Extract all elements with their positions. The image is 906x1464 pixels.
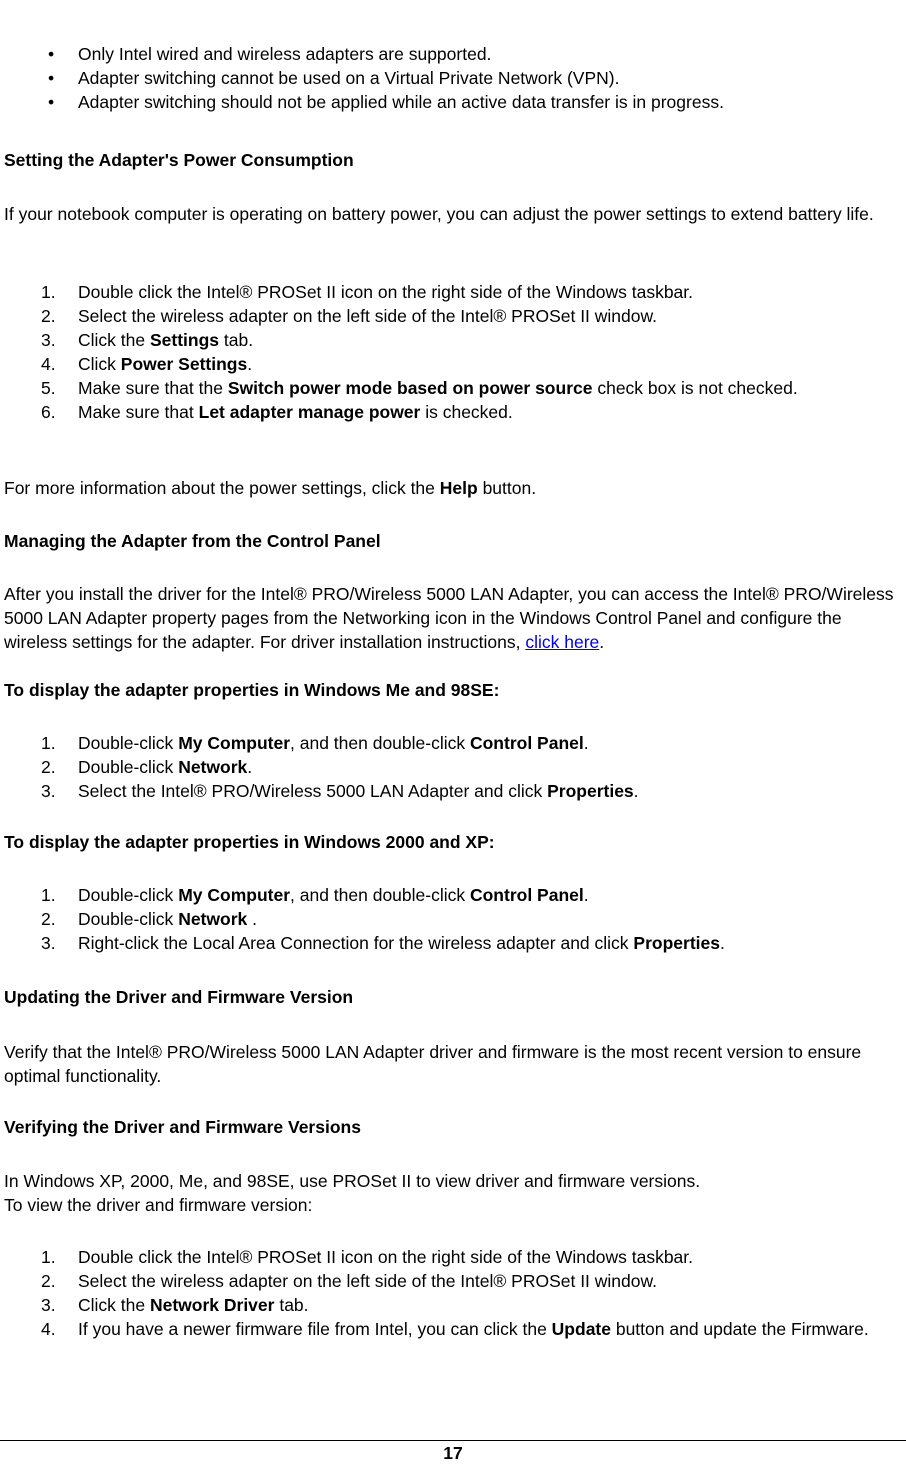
list-item: 2. Select the wireless adapter on the left side of the Intel® PROSet II window. [41, 1271, 658, 1291]
list-item: 2. Double-click Network . [41, 909, 257, 929]
2000-xp-steps [4, 883, 902, 955]
list-item: 4. If you have a newer firmware file from Intel, you can click the Update button and update the Firmware. [41, 1319, 869, 1339]
me-98se-heading: To display the adapter properties in Windows Me and 98SE: [4, 680, 500, 700]
bullet-glyph: • [48, 92, 55, 112]
section-heading-control-panel: Managing the Adapter from the Control Panel [4, 531, 381, 551]
list-item: 3. Right-click the Local Area Connection for the wireless adapter and click Properties. [41, 933, 725, 953]
list-item: 5. Make sure that the Switch power mode based on power source check box is not checked. [41, 378, 798, 398]
list-item: 1. Double-click My Computer, and then double-click Control Panel. [41, 733, 589, 753]
page-number: 17 [443, 1443, 463, 1463]
click-here-link[interactable]: click here [525, 632, 600, 652]
list-item: 1. Double-click My Computer, and then double-click Control Panel. [41, 885, 589, 905]
me-98se-steps [4, 731, 902, 803]
footer-divider [0, 1440, 906, 1441]
list-item: • Adapter switching should not be applied while an active data transfer is in progress. [48, 92, 724, 112]
list-item: 3. Select the Intel® PRO/Wireless 5000 LAN Adapter and click Properties. [41, 781, 639, 801]
verify-line-2: To view the driver and firmware version: [4, 1195, 313, 1215]
help-button-reference: Help [439, 478, 478, 498]
list-item: 1. Double click the Intel® PROSet II icon on the right side of the Windows taskbar. [41, 1247, 694, 1267]
list-item: 6. Make sure that Let adapter manage power is checked. [41, 402, 513, 422]
verify-line-1: In Windows XP, 2000, Me, and 98SE, use PROSet II to view driver and firmware versions. [4, 1171, 701, 1191]
power-help-note: For more information about the power settings, click the Help button. [4, 478, 537, 498]
list-item: 1. Double click the Intel® PROSet II icon on the right side of the Windows taskbar. [41, 282, 694, 302]
2000-xp-heading: To display the adapter properties in Windows 2000 and XP: [4, 832, 495, 852]
restrictions-list [4, 42, 724, 114]
list-item: 2. Select the wireless adapter on the left side of the Intel® PROSet II window. [41, 306, 658, 326]
list-item: 4. Click Power Settings. [41, 354, 253, 374]
update-intro: Verify that the Intel® PRO/Wireless 5000 LAN Adapter driver and firmware is the most recent version to ensure optimal functionality. [4, 1042, 862, 1086]
section-heading-verify: Verifying the Driver and Firmware Versions [4, 1117, 361, 1137]
section-heading-update: Updating the Driver and Firmware Version [4, 987, 354, 1007]
list-item: 2. Double-click Network. [41, 757, 253, 777]
power-intro: If your notebook computer is operating on battery power, you can adjust the power settings to extend battery life. [4, 204, 874, 224]
power-steps [4, 280, 902, 424]
list-item: 3. Click the Network Driver tab. [41, 1295, 309, 1315]
section-heading-power: Setting the Adapter's Power Consumption [4, 150, 354, 170]
bullet-glyph: • [48, 68, 55, 88]
control-panel-intro: After you install the driver for the Intel® PRO/Wireless 5000 LAN Adapter, you can access the Intel® PRO/Wireless 5000 LAN Adapter property pages from the Networking icon in the Windows Control Panel and configure the wireless settings for the adapter. For driver installation instructions, click here. [4, 584, 894, 652]
list-item: • Only Intel wired and wireless adapters are supported. [48, 44, 492, 64]
verify-steps [4, 1245, 902, 1341]
list-item: • Adapter switching cannot be used on a Virtual Private Network (VPN). [48, 68, 620, 88]
bullet-glyph: • [48, 44, 55, 64]
list-item: 3. Click the Settings tab. [41, 330, 254, 350]
